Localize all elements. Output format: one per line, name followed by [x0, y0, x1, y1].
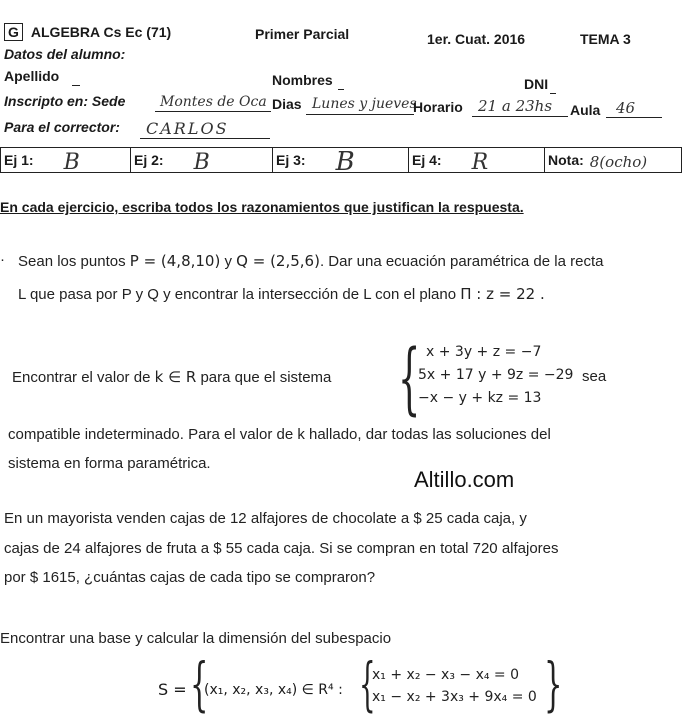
ex2-text: Encontrar el valor de: [12, 369, 151, 386]
horario-value: 21 a 23hs: [478, 97, 553, 115]
dias-label: Dias: [272, 96, 302, 112]
dni-label: DNI: [524, 76, 549, 92]
plane-pi: Π : z = 22 .: [460, 285, 545, 303]
dias-value: Lunes y jueves: [312, 96, 417, 112]
linear-system: [418, 341, 573, 410]
aula-value: 46: [616, 99, 636, 117]
horario-underline: [472, 116, 568, 117]
nombres-label: Nombres: [272, 72, 333, 88]
system-equation-3: −x − y + kz = 13: [418, 390, 542, 406]
ex2-text: para que el sistema: [200, 369, 332, 386]
exercise-1-bullet: ·: [0, 251, 5, 268]
dias-underline: [306, 114, 414, 115]
nombres-underline: [338, 89, 344, 90]
grade-value: B: [193, 149, 210, 175]
grade-cell-ej2: [131, 148, 273, 175]
k-in-r: k ∈ R: [154, 368, 197, 386]
grade-cell-nota: [545, 148, 681, 172]
grade-cell-ej3: [273, 147, 409, 177]
exam-header: [4, 24, 171, 40]
system-equation-1: x + 3y + z = −7: [426, 344, 542, 360]
ex1-conjunction: y: [224, 253, 232, 270]
tema-letter-box: G: [4, 23, 23, 41]
corrector-label: Para el corrector:: [4, 119, 120, 135]
point-p: P = (4,8,10): [129, 252, 221, 270]
exercise-2-line-2: compatible indeterminado. Para el valor de k hallado, dar todas las soluciones del: [8, 426, 551, 443]
grade-label: Ej 1:: [4, 152, 34, 168]
sede-underline: [155, 111, 271, 112]
ex1-text: . Dar una ecuación paramétrica de la recta: [319, 253, 604, 270]
subspace-lhs: S =: [158, 680, 187, 699]
aula-underline: [606, 117, 662, 118]
dni-underline: [550, 93, 556, 94]
exercise-1-line-1: [18, 252, 603, 270]
ex1-text: L que pasa por P y Q y encontrar la intersección de: [18, 286, 360, 303]
grade-label: Nota:: [548, 152, 584, 168]
set-open-brace: {: [190, 650, 209, 718]
grade-value: B: [335, 147, 355, 177]
horario-label: Horario: [413, 99, 463, 115]
instruction: En cada ejercicio, escriba todos los razonamientos que justifican la respuesta.: [0, 199, 524, 215]
system-equation-2: 5x + 17 y + 9z = −29: [418, 367, 574, 383]
grade-label: Ej 3:: [276, 152, 306, 168]
altillo-watermark: Altillo.com: [414, 467, 515, 492]
grade-value: B: [63, 149, 80, 175]
grade-cell-ej1: [1, 148, 131, 175]
exercise-2-sea: sea: [582, 368, 607, 385]
condition-equation-2: x₁ − x₂ + 3x₃ + 9x₄ = 0: [372, 689, 537, 705]
ex1-text: con el plano: [375, 286, 457, 303]
grade-value: 8(ocho): [589, 153, 648, 171]
set-close-brace: }: [544, 650, 563, 718]
aula-label: Aula: [570, 102, 601, 118]
exam-name: Primer Parcial: [255, 26, 350, 42]
sede-value: Montes de Oca: [160, 94, 267, 110]
exercise-2-intro: [12, 368, 331, 386]
corrector-name: CARLOS: [146, 119, 229, 138]
exercise-3-line-3: por $ 1615, ¿cuántas cajas de cada tipo se compraron?: [4, 569, 376, 586]
exercise-3-line-2: cajas de 24 alfajores de fruta a $ 55 cada caja. Si se compran en total 720 alfajores: [4, 540, 559, 557]
grade-cell-ej4: [409, 148, 545, 175]
subspace-tuple: (x₁, x₂, x₃, x₄) ∈ R⁴ :: [204, 682, 343, 698]
condition-equation-1: x₁ + x₂ − x₃ − x₄ = 0: [372, 667, 520, 683]
conditions-brace: {: [359, 650, 376, 718]
course-name: ALGEBRA Cs Ec (71): [30, 24, 172, 40]
grade-label: Ej 2:: [134, 152, 164, 168]
ex1-text: Sean los puntos: [18, 253, 126, 270]
exercise-3-line-1: En un mayorista venden cajas de 12 alfajores de chocolate a $ 25 cada caja, y: [4, 510, 527, 527]
apellido-underline: [72, 85, 80, 86]
exam-term: 1er. Cuat. 2016: [427, 31, 526, 47]
exercise-2-line-3: sistema en forma paramétrica.: [8, 455, 211, 472]
corrector-underline: [140, 138, 270, 139]
exercise-4-intro: Encontrar una base y calcular la dimensión del subespacio: [0, 630, 392, 647]
exercise-1-line-2: [18, 285, 545, 303]
inscripto-label: Inscripto en: Sede: [4, 93, 126, 109]
grades-table: [0, 147, 682, 177]
apellido-label: Apellido: [4, 68, 60, 84]
student-section-title: Datos del alumno:: [4, 46, 126, 62]
grade-label: Ej 4:: [412, 152, 442, 168]
grade-value: R: [471, 149, 489, 175]
line-l: L: [363, 286, 371, 303]
system-brace: {: [398, 334, 421, 424]
point-q: Q = (2,5,6): [236, 252, 320, 270]
subspace-conditions: [372, 664, 537, 708]
exam-tema: TEMA 3: [580, 31, 631, 47]
